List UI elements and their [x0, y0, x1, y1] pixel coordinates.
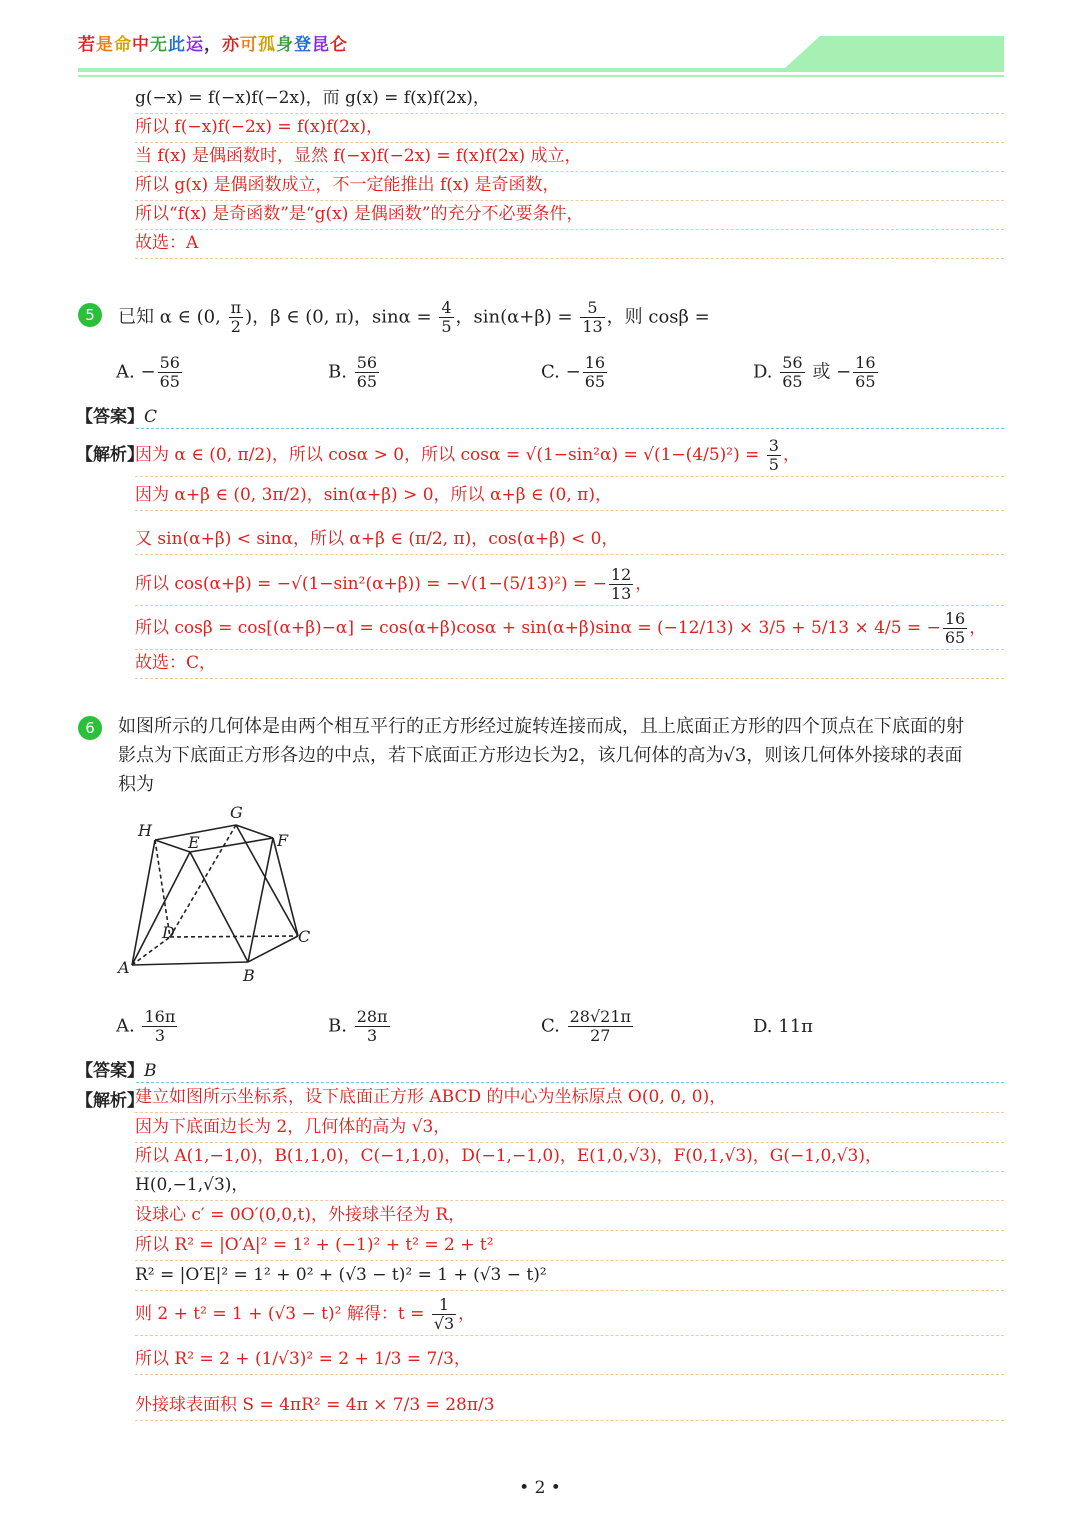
fig-label-f: F — [277, 831, 289, 850]
q6-step-3: 所以 A(1,−1,0)，B(1,1,0)，C(−1,1,0)，D(−1,−1,0)，E(1,0,√3)，F(0,1,√3)，G(−1,0,√3)， — [135, 1143, 1004, 1172]
q6-option-a[interactable]: A. $\frac{16\pi}{3}$ — [116, 1007, 176, 1045]
motto-char: 是 — [96, 35, 114, 55]
fig-label-e: E — [188, 833, 200, 852]
q5-step-1: 因为 α ∈ (0, π/2)，所以 cosα > 0，所以 cosα = √(1−sin²α) = √(1−(4/5)²) = $\frac{3}{5}$ ， — [135, 437, 1004, 477]
fig-label-g: G — [230, 803, 243, 822]
q5-step-4: 所以 cos(α+β) = −√(1−sin²(α+β)) = −√(1−(5/13)²) = − $\frac{12}{13}$ ， — [135, 566, 1004, 606]
question-6-number: 6 — [78, 716, 102, 740]
prev-line-2: 所以 f(−x)f(−2x) = f(x)f(2x)， — [135, 114, 1004, 143]
motto-char: 运 — [186, 35, 204, 55]
q5-answer: 【答案】C — [76, 407, 158, 427]
q6-step-7: R² = |O′E|² = 1² + 0² + (√3 − t)² = 1 + (√3 − t)² — [135, 1262, 1004, 1291]
motto-char: 无 — [150, 35, 168, 55]
q6-step-10: 外接球表面积 S = 4πR² = 4π × 7/3 = 28π/3 — [135, 1392, 1004, 1421]
page-number: • 2 • — [519, 1478, 561, 1498]
prev-line-6: 故选：A — [135, 230, 1004, 259]
motto-char: 仑 — [330, 35, 348, 55]
motto-char: 此 — [168, 35, 186, 55]
q5-option-d[interactable]: D. $\frac{56}{65}$ 或 − $\frac{16}{65}$ — [753, 353, 876, 391]
prev-line-3: 当 f(x) 是偶函数时，显然 f(−x)f(−2x) = f(x)f(2x) 成立， — [135, 143, 1004, 172]
q6-step-9: 所以 R² = 2 + (1/√3)² = 2 + 1/3 = 7/3， — [135, 1346, 1004, 1375]
prev-line-4: 所以 g(x) 是偶函数成立，不一定能推出 f(x) 是奇函数， — [135, 172, 1004, 201]
fig-label-h: H — [138, 821, 152, 840]
q6-option-b[interactable]: B. $\frac{28\pi}{3}$ — [328, 1007, 388, 1045]
q6-option-d[interactable]: D. 11π — [753, 1016, 813, 1037]
q5-step-6: 故选：C， — [135, 650, 1004, 679]
q5-option-c[interactable]: C. − $\frac{16}{65}$ — [541, 353, 606, 391]
motto-char: 亦 — [222, 35, 240, 55]
motto-char: 孤 — [258, 35, 276, 55]
q6-step-6: 所以 R² = |O′A|² = 1² + (−1)² + t² = 2 + t² — [135, 1232, 1004, 1261]
geometry-figure — [110, 800, 330, 990]
question-6-stem-line-2: 影点为下底面正方形各边的中点，若下底面正方形边长为2，该几何体的高为√3，则该几何体外接球的表面 — [118, 745, 963, 766]
question-6-stem-line-1: 如图所示的几何体是由两个相互平行的正方形经过旋转连接而成，且上底面正方形的四个顶点在下底面的射 — [118, 716, 964, 737]
motto-char: ， — [204, 35, 222, 55]
q6-analysis-tag: 【解析】 — [76, 1091, 144, 1111]
q5-option-b[interactable]: B. $\frac{56}{65}$ — [328, 353, 378, 391]
q6-answer-divider — [136, 1082, 1004, 1083]
q5-step-5: 所以 cosβ = cos[(α+β)−α] = cos(α+β)cosα + sin(α+β)sinα = (−12/13) × 3/5 + 5/13 × 4/5 = − $\frac{16}{65}$ ， — [135, 610, 1004, 650]
q6-step-5: 设球心 c′ = 0O′(0,0,t)，外接球半径为 R， — [135, 1202, 1004, 1231]
q5-step-3: 又 sin(α+β) < sinα，所以 α+β ∈ (π/2, π)，cos(α+β) < 0， — [135, 526, 1004, 555]
motto-char: 可 — [240, 35, 258, 55]
q6-option-c[interactable]: C. $\frac{28√21\pi}{27}$ — [541, 1007, 632, 1045]
q5-option-a[interactable]: A. − $\frac{56}{65}$ — [116, 353, 180, 391]
fig-label-a: A — [118, 958, 130, 977]
motto-char: 昆 — [312, 35, 330, 55]
q6-step-1: 建立如图所示坐标系，设下底面正方形 ABCD 的中心为坐标原点 O(0, 0, 0)， — [135, 1084, 1004, 1113]
q6-step-8: 则 2 + t² = 1 + (√3 − t)² 解得：t = $\frac{1}{√3}$ ， — [135, 1296, 1004, 1336]
motto-char: 若 — [78, 35, 96, 55]
question-5-number: 5 — [78, 303, 102, 327]
q6-answer: 【答案】B — [76, 1061, 157, 1081]
q6-step-4: H(0,−1,√3)， — [135, 1172, 1004, 1201]
motto-char: 命 — [114, 35, 132, 55]
question-5-stem: 已知 α ∈ (0, $\frac{\pi}{2}$ )，β ∈ (0, π)，sinα = $\frac{4}{5}$ ，sin(α+β) = $\frac{5}{13}$ ，则 cosβ = — [118, 298, 710, 336]
question-6-stem-line-3: 积为 — [118, 774, 154, 795]
q5-step-2: 因为 α+β ∈ (0, 3π/2)，sin(α+β) > 0，所以 α+β ∈ (0, π)， — [135, 482, 1004, 511]
q5-answer-divider — [136, 428, 1004, 429]
fig-label-b: B — [243, 966, 255, 985]
header-motto — [78, 30, 348, 55]
q5-analysis-tag: 【解析】 — [76, 445, 144, 465]
motto-char: 登 — [294, 35, 312, 55]
prev-line-5: 所以“f(x) 是奇函数”是“g(x) 是偶函数”的充分不必要条件， — [135, 201, 1004, 230]
q6-step-2: 因为下底面边长为 2，几何体的高为 √3， — [135, 1114, 1004, 1143]
motto-char: 中 — [132, 35, 150, 55]
motto-char: 身 — [276, 35, 294, 55]
prev-line-1: g(−x) = f(−x)f(−2x)，而 g(x) = f(x)f(2x)， — [135, 85, 1004, 114]
fig-label-d: D — [162, 923, 175, 942]
fig-label-c: C — [298, 927, 311, 946]
